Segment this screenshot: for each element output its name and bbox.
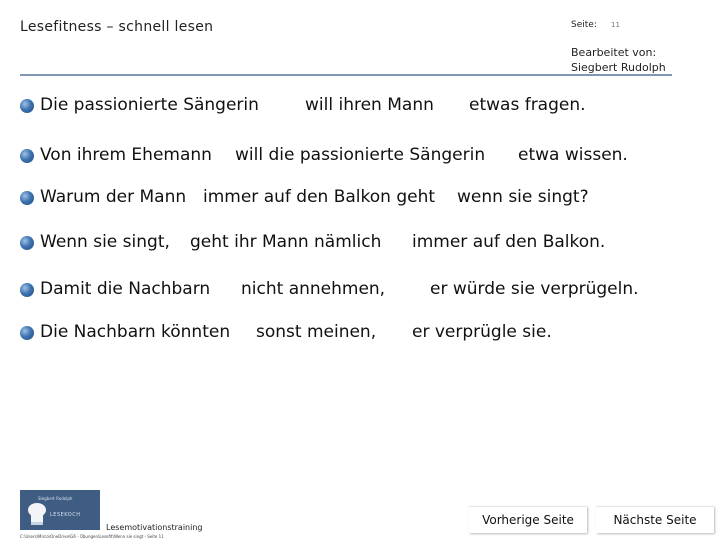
footer-file-path: C:\Users\Mirco\OneDrive\G6 - Übungen\Lesefit\Wenn sie singt - Seite 11 (20, 534, 164, 539)
reading-line-4 (20, 232, 710, 256)
chef-hat-logo (20, 490, 100, 530)
phrase: sonst meinen, (256, 322, 377, 342)
phrase: geht ihr Mann nämlich (190, 232, 382, 252)
next-page-button[interactable]: Nächste Seite (596, 506, 714, 533)
bullet-icon (20, 99, 34, 113)
edited-by-name: Siegbert Rudolph (571, 61, 666, 74)
phrase: Die passionierte Sängerin (40, 95, 259, 115)
phrase: wenn sie singt? (457, 187, 589, 207)
phrase: will die passionierte Sängerin (235, 145, 486, 165)
reading-line-6 (20, 322, 710, 346)
bullet-icon (20, 283, 34, 297)
edited-by-label: Bearbeitet von: (571, 46, 657, 59)
reading-line-1 (20, 95, 710, 119)
phrase: Von ihrem Ehemann (40, 145, 212, 165)
phrase: etwa wissen. (518, 145, 628, 165)
logo-text-bottom: LESEKOCH (50, 512, 81, 518)
phrase: er würde sie verprügeln. (430, 279, 639, 299)
phrase: Damit die Nachbarn (40, 279, 211, 299)
phrase: immer auf den Balkon. (412, 232, 606, 252)
edited-by (571, 45, 666, 75)
phrase: Warum der Mann (40, 187, 187, 207)
bullet-icon (20, 149, 34, 163)
phrase: will ihren Mann (305, 95, 434, 115)
bullet-icon (20, 326, 34, 340)
footer-title: Lesemotivationstraining (106, 523, 203, 532)
reading-line-3 (20, 187, 710, 211)
phrase: nicht annehmen, (241, 279, 386, 299)
phrase: er verprügle sie. (412, 322, 552, 342)
chef-hat-icon (26, 502, 48, 528)
phrase: Die Nachbarn könnten (40, 322, 231, 342)
phrase: Wenn sie singt, (40, 232, 170, 252)
page-title: Lesefitness – schnell lesen (20, 19, 214, 35)
bullet-icon (20, 191, 34, 205)
logo-text-top: Siegbert Rudolph (38, 496, 73, 501)
reading-line-2 (20, 145, 710, 169)
reading-line-5 (20, 279, 710, 303)
phrase: etwas fragen. (469, 95, 586, 115)
page-label: Seite: (571, 20, 597, 30)
phrase: immer auf den Balkon geht (203, 187, 436, 207)
page-number: 11 (611, 21, 620, 29)
previous-page-button[interactable]: Vorherige Seite (469, 506, 587, 533)
bullet-icon (20, 236, 34, 250)
header-divider (20, 74, 672, 76)
